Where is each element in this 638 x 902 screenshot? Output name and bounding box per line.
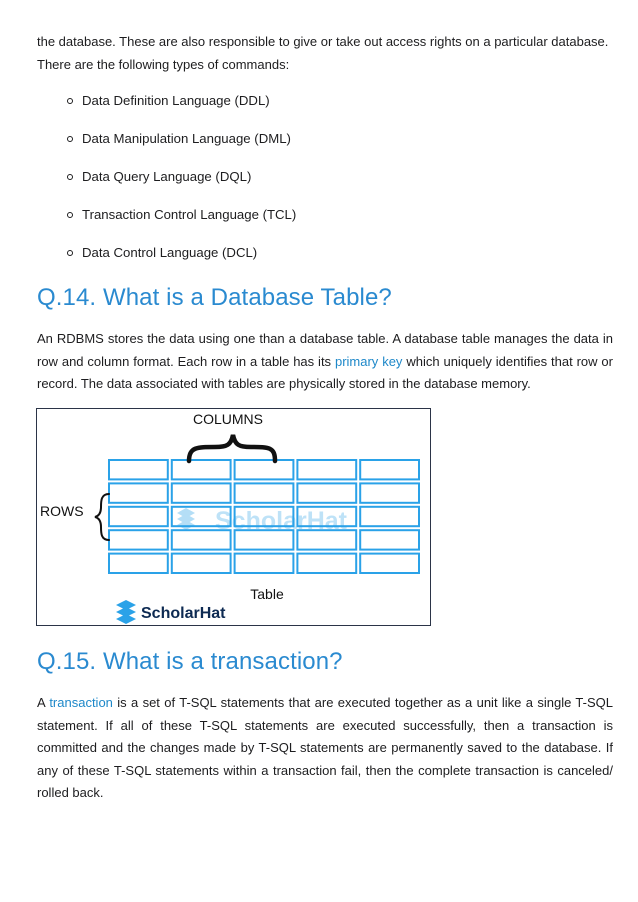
curly-brace-top-icon	[189, 435, 275, 461]
primary-key-link[interactable]: primary key	[334, 353, 403, 369]
table-cell	[109, 483, 168, 502]
table-diagram	[37, 409, 431, 626]
table-cell	[297, 554, 356, 573]
table-cell	[360, 483, 419, 502]
q15-text-1: is a set of T-SQL statements that are executed together as a unit like a single T-SQL statement. If all of these T-SQL statements are executed successfully, then a transaction is committed and the changes made by T-SQL statements are permanently saved to the database. If any of these T-SQL statements within a transaction fail, then the complete transaction is canceled/ rolled back.	[37, 695, 613, 800]
table-label: Table	[250, 586, 284, 602]
list-item: Data Manipulation Language (DML)	[66, 128, 296, 166]
table-cell	[109, 507, 168, 526]
table-cell	[172, 460, 231, 479]
list-item: Data Control Language (DCL)	[66, 242, 296, 280]
table-cell	[360, 460, 419, 479]
table-cell	[109, 554, 168, 573]
q14-paragraph	[37, 328, 613, 396]
q14-heading: Q.14. What is a Database Table?	[37, 284, 392, 311]
rows-label: ROWS	[40, 503, 84, 519]
command-types-list	[66, 90, 296, 280]
intro-line-1: the database. These are also responsible to give or take out access rights on a particular database.	[37, 34, 609, 49]
q14-text-2: which uniquely identifies that row or record. The data associated with tables are physically stored in the database memory.	[37, 353, 613, 391]
list-item: Data Definition Language (DDL)	[66, 90, 296, 128]
table-cell	[172, 554, 231, 573]
table-cell	[297, 460, 356, 479]
table-cell	[235, 483, 294, 502]
q15-text-0: A	[37, 695, 50, 710]
intro-paragraph	[37, 31, 613, 76]
columns-label: COLUMNS	[192, 411, 264, 427]
q15-heading: Q.15. What is a transaction?	[37, 648, 343, 675]
brand-name: ScholarHat	[141, 605, 226, 622]
table-cell	[172, 483, 231, 502]
table-cell	[109, 530, 168, 549]
table-cell	[297, 483, 356, 502]
table-cell	[235, 460, 294, 479]
list-item: Transaction Control Language (TCL)	[66, 204, 296, 242]
intro-line-2: There are the following types of commands:	[37, 56, 290, 72]
scholarhat-logo-icon	[116, 600, 136, 624]
table-cell	[360, 554, 419, 573]
q14-text-1: An RDBMS stores the data using one than a database table. A database table manages the data in row and column format. Each row in a table has its	[37, 331, 613, 369]
transaction-link[interactable]: transaction	[49, 695, 113, 710]
q15-paragraph	[37, 692, 613, 805]
curly-brace-left-icon	[95, 494, 109, 540]
table-cell	[360, 530, 419, 549]
list-item: Data Query Language (DQL)	[66, 166, 296, 204]
watermark-text: ScholarHat	[215, 507, 347, 535]
table-cell	[235, 554, 294, 573]
table-cell	[109, 460, 168, 479]
table-cell	[360, 507, 419, 526]
database-table-figure	[36, 408, 431, 626]
